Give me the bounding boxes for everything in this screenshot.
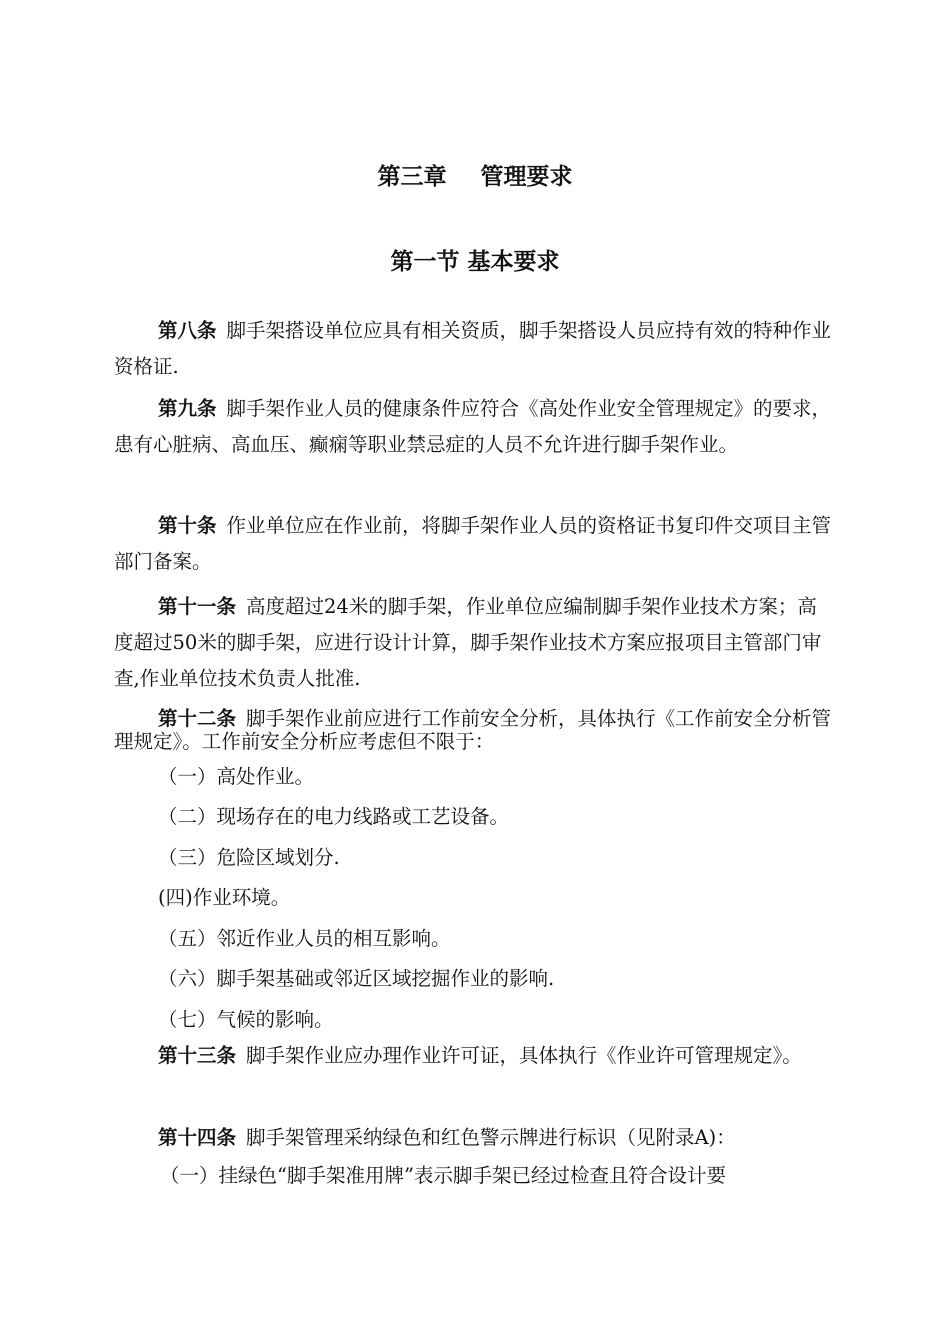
article-label: 第十三条	[158, 1044, 237, 1067]
article-text: 作业单位应在作业前，将脚手架作业人员的资格证书复印件交项目主管部门备案。	[114, 514, 832, 573]
list-item: (四)作业环境。	[158, 886, 291, 909]
list-item: （七）气候的影响。	[158, 1008, 334, 1031]
article-12	[114, 707, 836, 753]
article-text: 脚手架作业人员的健康条件应符合《高处作业安全管理规定》的要求，患有心脏病、高血压、癫痫等职业禁忌症的人员不允许进行脚手架作业。	[114, 397, 832, 456]
article-13	[114, 1038, 836, 1074]
list-item: （一）挂绿色“脚手架准用牌”表示脚手架已经过检查且符合设计要	[160, 1164, 726, 1187]
article-10	[114, 508, 836, 580]
list-item: （三）危险区域划分.	[158, 846, 340, 869]
article-label: 第八条	[158, 319, 217, 342]
article-label: 第十二条	[158, 707, 237, 730]
chapter-number: 第三章	[377, 164, 447, 190]
article-label: 第十条	[158, 514, 217, 537]
list-item: （一）高处作业。	[158, 765, 315, 788]
article-text: 高度超过24米的脚手架，作业单位应编制脚手架作业技术方案；高度超过50米的脚手架，应进行设计计算，脚手架作业技术方案应报项目主管部门审查,作业单位技术负责人批准.	[114, 595, 822, 690]
list-item: （六）脚手架基础或邻近区域挖掘作业的影响.	[158, 967, 555, 990]
article-14	[114, 1120, 836, 1156]
article-label: 第十一条	[158, 595, 237, 618]
list-item: （二）现场存在的电力线路或工艺设备。	[158, 805, 510, 828]
article-9	[114, 391, 836, 463]
chapter-title	[0, 158, 950, 191]
article-text: 脚手架搭设单位应具有相关资质，脚手架搭设人员应持有效的特种作业资格证.	[114, 319, 832, 378]
article-label: 第十四条	[158, 1126, 237, 1149]
chapter-name: 管理要求	[480, 164, 573, 190]
section-title: 第一节 基本要求	[390, 249, 560, 275]
article-11	[114, 589, 836, 697]
list-item: （五）邻近作业人员的相互影响。	[158, 927, 451, 950]
article-text: 脚手架管理采纳绿色和红色警示牌进行标识（见附录A)：	[246, 1126, 736, 1149]
article-text: 脚手架作业应办理作业许可证，具体执行《作业许可管理规定》。	[246, 1044, 802, 1067]
article-text: 脚手架作业前应进行工作前安全分析，具体执行《工作前安全分析管理规定》。工作前安全分析应考虑但不限于：	[114, 707, 832, 753]
article-label: 第九条	[158, 397, 217, 420]
article-8	[114, 313, 836, 385]
